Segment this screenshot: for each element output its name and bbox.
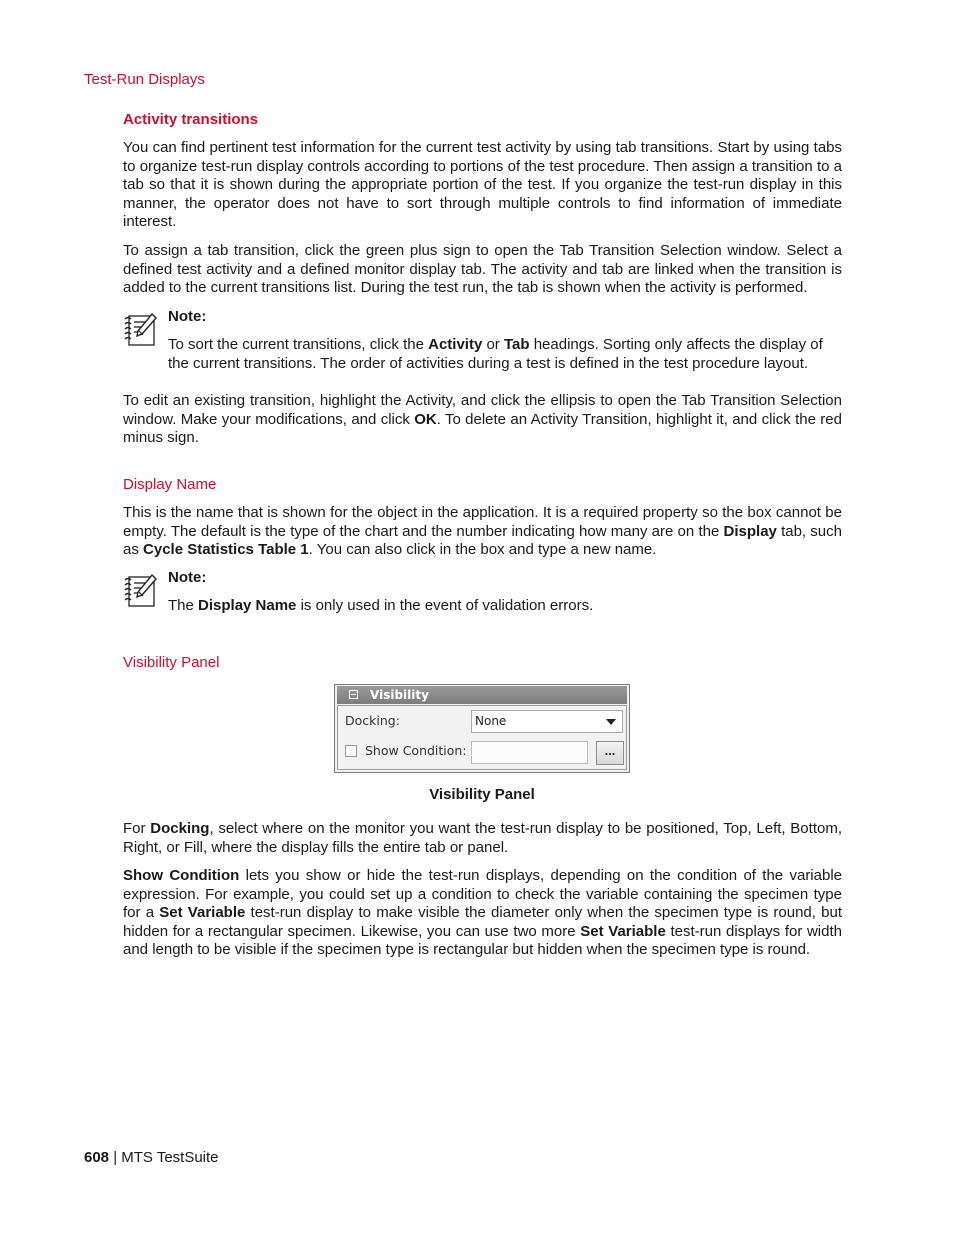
docking-value: None	[475, 714, 507, 728]
show-condition-input[interactable]	[471, 741, 588, 764]
visibility-panel-body	[337, 705, 627, 770]
page-footer	[84, 1149, 219, 1166]
chevron-down-icon[interactable]	[606, 719, 616, 725]
docking-label: Docking:	[345, 713, 400, 728]
section-heading-display-name: Display Name	[123, 476, 217, 493]
note-text-display-name: The Display Name is only used in the event of validation errors.	[168, 597, 594, 614]
note-label: Note:	[168, 308, 207, 325]
show-condition-checkbox[interactable]	[345, 745, 357, 757]
paragraph-tab-transitions-intro: You can find pertinent test information for the current test activity by using tab transitions. Start by using tabs to organize test-run display controls according to portions of the test procedure. Then assign a transition to a tab so that it is shown during the appropriate portion of the test. If you organize the test-run display in this manner, the operator does not have to sort through multiple controls to find information of immediate interest.	[123, 139, 842, 231]
note-label: Note:	[168, 569, 207, 586]
page-number: 608	[84, 1149, 110, 1166]
paragraph-edit-transition: To edit an existing transition, highlight the Activity, and click the ellipsis to open the Tab Transition Selection window. Make your modifications, and click OK. To delete an Activity Transition, highlight it, and click the red minus sign.	[123, 392, 842, 447]
figure-caption: Visibility Panel	[429, 786, 535, 803]
section-heading-activity-transitions: Activity transitions	[123, 111, 259, 128]
paragraph-assign-tab-transition: To assign a tab transition, click the green plus sign to open the Tab Transition Selection window. Select a defined test activity and a defined monitor display tab. The activity and tab are linked when the transition is added to the current transitions list. During the test run, the tab is shown when the activity is performed.	[123, 242, 842, 297]
visibility-panel-screenshot	[334, 684, 630, 773]
visibility-panel-header[interactable]	[337, 686, 627, 704]
visibility-panel-title: Visibility	[370, 688, 429, 702]
paragraph-show-condition: Show Condition lets you show or hide the test-run displays, depending on the condition of the variable expression. For example, you could set up a condition to check the variable containing the specimen type for a Set Variable test-run display to make visible the diameter only when the specimen type is round, but hidden for a rectangular specimen. Likewise, you can use two more Set Variable test-run displays for width and length to be visible if the specimen type is rectangular but hidden when the specimen type is round.	[123, 867, 842, 959]
paragraph-display-name: This is the name that is shown for the object in the application. It is a required property so the box cannot be empty. The default is the type of the chart and the number indicating how many are on the Display tab, such as Cycle Statistics Table 1. You can also click in the box and type a new name.	[123, 504, 842, 559]
running-head: Test-Run Displays	[84, 71, 205, 88]
paragraph-docking: For Docking, select where on the monitor you want the test-run display to be positioned, Top, Left, Bottom, Right, or Fill, where the display fills the entire tab or panel.	[123, 820, 842, 856]
product-name: MTS TestSuite	[121, 1149, 219, 1166]
note-icon	[123, 311, 157, 347]
section-heading-visibility-panel: Visibility Panel	[123, 654, 220, 671]
footer-separator: |	[109, 1149, 122, 1166]
ellipsis-button[interactable]: ...	[596, 741, 624, 765]
docking-select[interactable]	[471, 710, 623, 733]
collapse-icon[interactable]	[349, 690, 358, 699]
note-text-sorting: To sort the current transitions, click the Activity or Tab headings. Sorting only affects the display of the current transitions. The order of activities during a test is defined in the test procedure layout.	[168, 336, 823, 372]
show-condition-label: Show Condition:	[365, 743, 467, 758]
note-icon	[123, 572, 157, 608]
